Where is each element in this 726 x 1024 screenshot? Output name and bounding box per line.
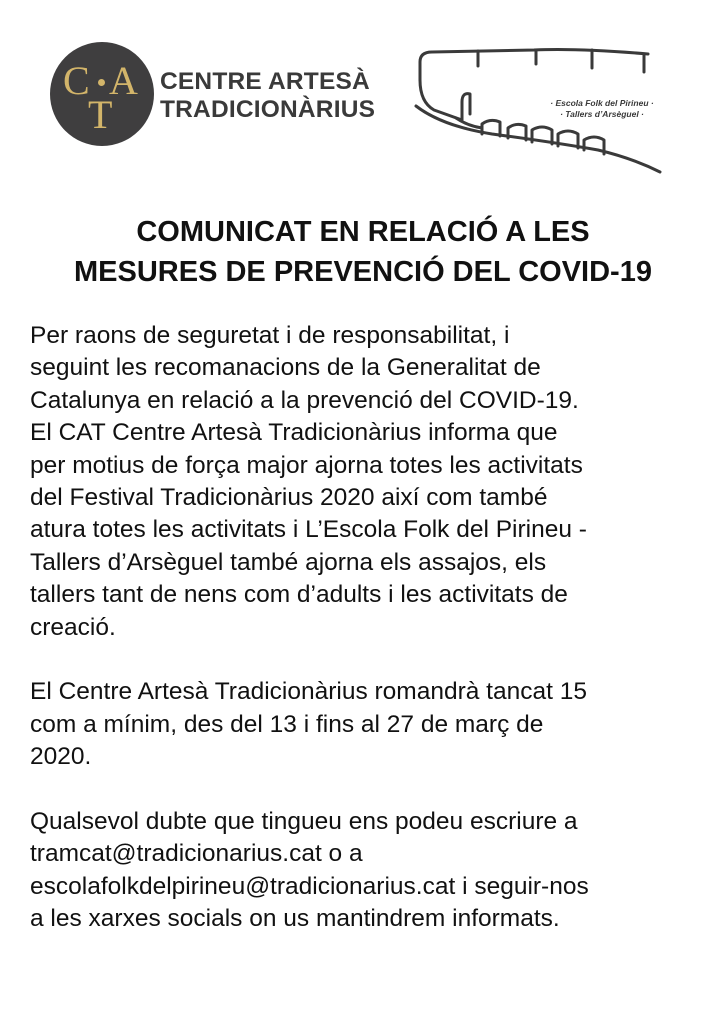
contact-email-escolafolk: escolafolkdelpirineu@tradicionarius.cat i seguir-nos <box>30 872 589 900</box>
cat-logo-letter-t: T <box>88 92 113 137</box>
cat-logo-letter-a: A <box>109 58 138 103</box>
escola-folk-line-2: · Tallers d’Arsèguel · <box>560 109 644 119</box>
cat-logo-dot <box>98 79 105 86</box>
body-line: El CAT Centre Artesà Tradicionàrius informa que <box>30 419 558 447</box>
body-line: seguint les recomanacions de la Generalitat de <box>30 354 541 382</box>
cat-name <box>160 68 375 124</box>
paragraph-contact <box>30 806 720 936</box>
body-line: Catalunya en relació a la prevenció del COVID-19. <box>30 386 579 414</box>
cat-logo-letter-c: C <box>63 58 90 103</box>
paragraph-closure <box>30 676 720 773</box>
body-line: tallers tant de nens com d’adults i les activitats de <box>30 581 568 609</box>
body-line: com a mínim, des del 13 i fins al 27 de març de <box>30 710 544 738</box>
paragraph-measures <box>30 320 720 644</box>
cat-name-line-2: TRADICIONÀRIUS <box>160 96 376 123</box>
title-line-1: COMUNICAT EN RELACIÓ A LES <box>136 216 590 248</box>
contact-email-tramcat: tramcat@tradicionarius.cat o a <box>30 840 363 868</box>
body-line: Per raons de seguretat i de responsabilitat, i <box>30 322 510 349</box>
body-line: El Centre Artesà Tradicionàrius romandrà tancat 15 <box>30 678 587 706</box>
body-line: per motius de força major ajorna totes les activitats <box>30 451 583 479</box>
body-line: a les xarxes socials on us mantindrem informats. <box>30 905 560 933</box>
cat-logo <box>50 42 154 146</box>
escola-folk-line-1: · Escola Folk del Pirineu · <box>550 98 654 108</box>
header <box>0 0 726 180</box>
escola-folk-text <box>534 98 670 120</box>
page-title <box>0 212 726 292</box>
title-line-2: MESURES DE PREVENCIÓ DEL COVID-19 <box>74 256 652 288</box>
body-line: creació. <box>30 613 116 641</box>
announcement-body <box>30 320 720 968</box>
body-line: Tallers d’Arsèguel també ajorna els assajos, els <box>30 548 547 576</box>
escola-folk-logo <box>412 40 668 176</box>
body-line: del Festival Tradicionàrius 2020 així com també <box>30 483 548 511</box>
body-line: 2020. <box>30 743 92 771</box>
body-line: Qualsevol dubte que tingueu ens podeu escriure a <box>30 807 578 835</box>
body-line: atura totes les activitats i L’Escola Folk del Pirineu - <box>30 516 587 544</box>
cat-name-line-1: CENTRE ARTESÀ <box>160 68 370 95</box>
